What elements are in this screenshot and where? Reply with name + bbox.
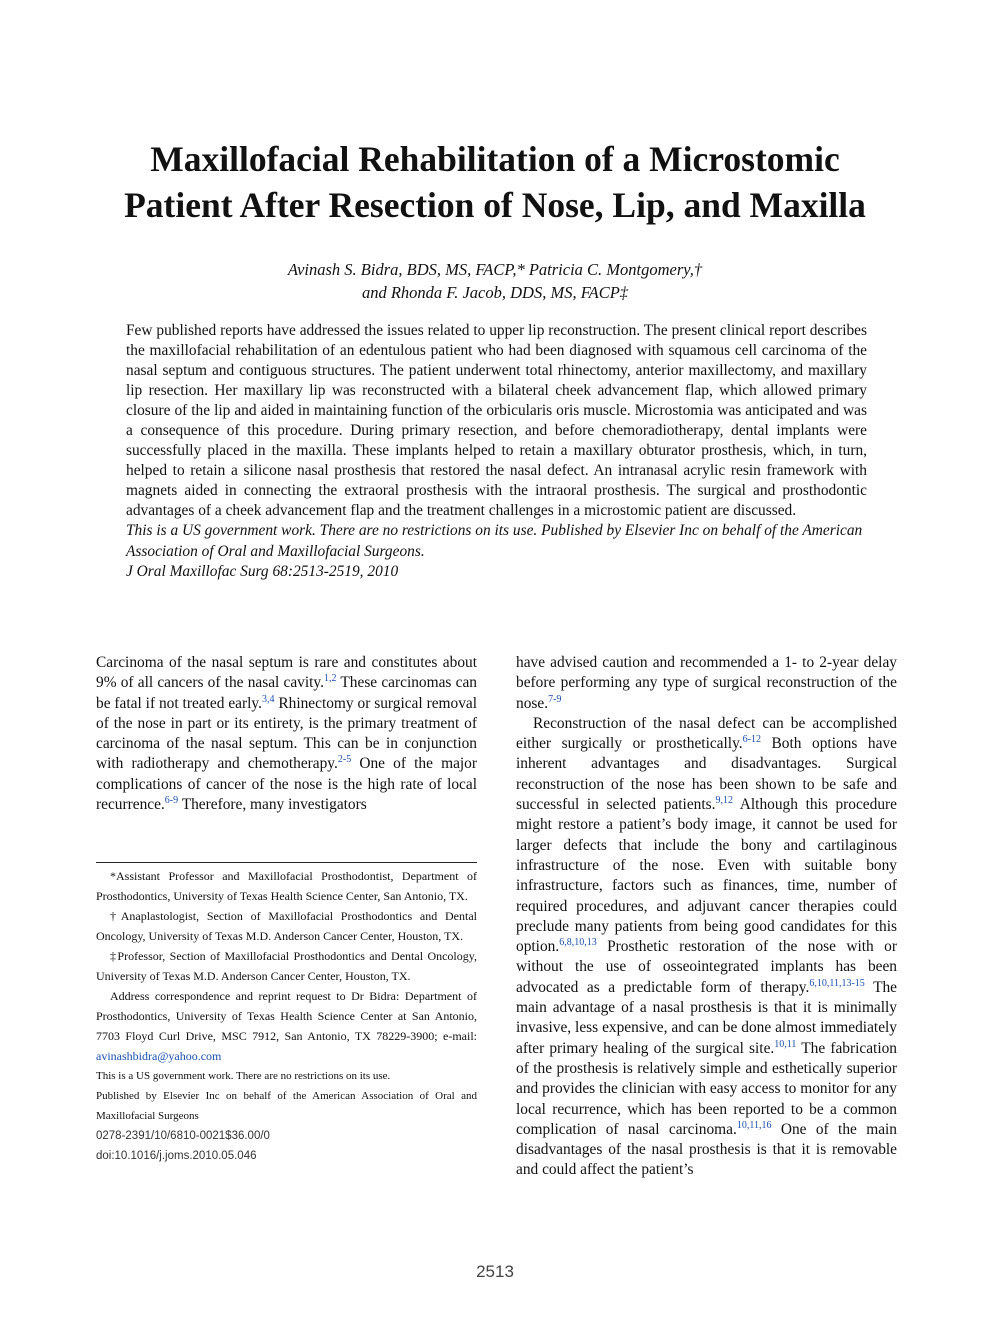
doi-line[interactable]: doi:10.1016/j.joms.2010.05.046: [96, 1150, 257, 1162]
article-title: Maxillofacial Rehabilitation of a Microstomic Patient After Resection of Nose, Lip, and Maxilla: [124, 138, 866, 225]
abstract: [126, 321, 867, 582]
citation-ref[interactable]: 9,12: [715, 795, 733, 807]
author-list: [150, 258, 840, 304]
footnote-author-3: ‡Professor, Section of Maxillofacial Prosthodontics and Dental Oncology, University of Texas M.D. Anderson Cancer Center, Houston, TX.: [96, 949, 477, 983]
body-column-left: [96, 653, 477, 815]
body-text: Reconstruction of the nasal defect can be accomplished either surgically or prosthetically.: [516, 714, 897, 753]
copyright-note: This is a US government work. There are no restrictions on its use. Published by Elsevier Inc on behalf of the American Association of Oral and Maxillofacial Surgeons.: [126, 522, 863, 560]
citation-ref[interactable]: 3,4: [261, 693, 275, 705]
footnotes: [96, 866, 477, 1166]
correspondence-text: Address correspondence and reprint request to Dr Bidra: Department of Prosthodontics, University of Texas Health Science Center at San Antonio, 7703 Floyd Curl Drive, MSC 7912, San Antonio, TX 78229-3900; e-mail:: [96, 989, 477, 1043]
citation-ref[interactable]: 1,2: [323, 673, 337, 685]
body-text: Although this procedure might restore a patient’s body image, it cannot be used for larger defects that include the bony and cartilaginous infrastructure of the nose. Even with suitable bony infrastructure, factors such as finances, time, number of required procedures, and adjuvant cancer therapies could preclude many patients from being good candidates for this option.: [516, 796, 897, 956]
footnote-author-1: *Assistant Professor and Maxillofacial Prosthodontist, Department of Prosthodontics, University of Texas Health Science Center, San Antonio, TX.: [96, 869, 477, 903]
footnote-divider: [96, 862, 477, 863]
citation-ref[interactable]: 6-12: [742, 734, 761, 746]
citation-ref[interactable]: 10,11: [774, 1038, 797, 1050]
abstract-text: Few published reports have addressed the issues related to upper lip reconstruction. The present clinical report describes the maxillofacial rehabilitation of an edentulous patient who had been diagnosed with squamous cell carcinoma of the nasal septum and contiguous structures. The patient underwent total rhinectomy, anterior maxillectomy, and maxillary lip resection. Her maxillary lip was reconstructed with a bilateral cheek advancement flap, which allowed primary closure of the lip and aided in maintaining function of the orbicularis oris muscle. Microstomia was anticipated and was a consequence of this procedure. During primary resection, and before chemoradiotherapy, dental implants were successfully placed in the maxilla. These implants helped to retain a maxillary obturator prosthesis, which, in turn, helped to retain a silicone nasal prosthesis that restored the nasal defect. An intranasal acrylic resin framework with magnets aided in connecting the extraoral prosthesis with the intraoral prosthesis. The surgical and prosthodontic advantages of a cheek advancement flap and the treatment challenges in a microstomic patient are discussed.: [126, 322, 867, 520]
body-paragraph: [96, 653, 477, 815]
body-text: The fabrication of the prosthesis is relatively simple and esthetically superior and provides the clinician with easy access to monitor for any local recurrence, which has been reported to be a common complication of nasal carcinoma.: [516, 1039, 897, 1138]
journal-citation: J Oral Maxillofac Surg 68:2513-2519, 2010: [126, 562, 399, 580]
gov-work-note: This is a US government work. There are no restrictions on its use.: [96, 1070, 391, 1082]
body-text: have advised caution and recommended a 1- to 2-year delay before performing any type of surgical reconstruction of the nose.: [516, 654, 897, 712]
publisher-note: Published by Elsevier Inc on behalf of the American Association of Oral and Maxillofacial Surgeons: [96, 1090, 477, 1122]
footnote-author-2: †Anaplastologist, Section of Maxillofacial Prosthodontics and Dental Oncology, University of Texas M.D. Anderson Cancer Center, Houston, TX.: [96, 909, 477, 943]
body-paragraph: [516, 714, 897, 1181]
citation-ref[interactable]: 6-9: [164, 795, 179, 807]
citation-ref[interactable]: 10,11,16: [736, 1119, 772, 1131]
body-paragraph: [516, 653, 897, 714]
body-text: Carcinoma of the nasal septum is rare and constitutes about 9% of all cancers of the nasal cavity.: [96, 654, 477, 692]
body-text: Prosthetic restoration of the nose with or without the use of osseointegrated implants has been advocated as a predictable form of therapy.: [516, 938, 897, 996]
body-text: One of the major complications of cancer of the nose is the high rate of local recurrence.: [96, 755, 477, 814]
page-number: 2513: [476, 1262, 514, 1281]
citation-ref[interactable]: 7-9: [548, 693, 562, 705]
issn-line: 0278-2391/10/6810-0021$36.00/0: [96, 1130, 270, 1142]
body-text: Therefore, many investigators: [178, 796, 367, 814]
body-text: Rhinectomy or surgical removal of the nose in part or its entirety, is the primary treatment of carcinoma of the nasal septum. This can be in conjunction with radiotherapy and chemotherapy.: [96, 694, 477, 773]
authors-line-1: Avinash S. Bidra, BDS, MS, FACP,* Patricia C. Montgomery,†: [287, 260, 703, 279]
body-text: These carcinomas can be fatal if not treated early.: [96, 674, 477, 712]
authors-line-2: and Rhonda F. Jacob, DDS, MS, FACP‡: [361, 283, 629, 302]
body-text: The main advantage of a nasal prosthesis is that it is minimally invasive, less expensive, and can be done almost immediately after primary healing of the surgical site.: [516, 978, 897, 1057]
correspondence-note: [96, 986, 477, 1066]
body-text: Both options have inherent advantages and disadvantages. Surgical reconstruction of the nose has been shown to be safe and successful in selected patients.: [516, 735, 897, 814]
citation-ref[interactable]: 2-5: [337, 754, 352, 766]
body-column-right: [516, 653, 897, 1181]
citation-ref[interactable]: 6,8,10,13: [559, 937, 597, 949]
citation-ref[interactable]: 6,10,11,13-15: [809, 977, 865, 989]
body-text: One of the main disadvantages of the nasal prosthesis is that it is removable and could affect the patient’s: [516, 1120, 897, 1179]
email-link[interactable]: avinashbidra@yahoo.com: [96, 1049, 222, 1063]
